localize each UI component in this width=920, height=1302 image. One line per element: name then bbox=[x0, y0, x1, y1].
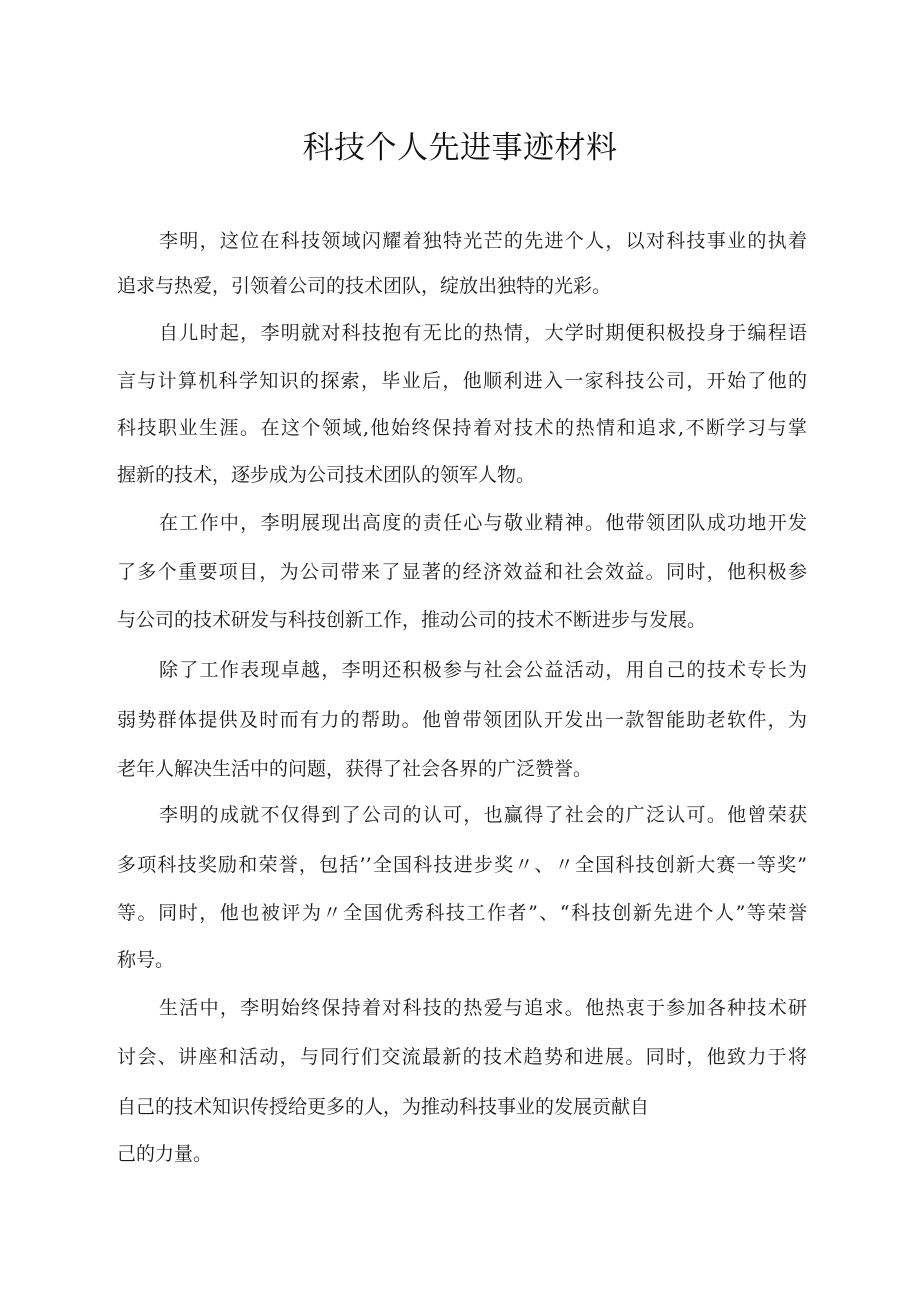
paragraph-line: 弱势群体提供及时而有力的帮助。他曾带领团队开发出一款智能助老软件，为 bbox=[117, 709, 807, 731]
paragraph-line: 李明的成就不仅得到了公司的认可，也赢得了社会的广泛认可。他曾荣获 bbox=[159, 804, 807, 826]
paragraph-line: 除了工作表现卓越，李明还积极参与社会公益活动，用自己的技术专长为 bbox=[159, 659, 807, 681]
paragraph-line: 多项科技奖励和荣誉，包括’’全国科技进步奖〃、〃全国科技创新大赛一等奖” bbox=[117, 854, 807, 876]
document-title: 科技个人先进事迹材料 bbox=[302, 130, 618, 166]
paragraph-line: 追求与热爱，引领着公司的技术团队，绽放出独特的光彩。 bbox=[117, 275, 612, 297]
paragraph-line: 等。同时，他也被评为〃全国优秀科技工作者”、“科技创新先进个人”等荣誉 bbox=[117, 902, 807, 924]
paragraph-line: 李明，这位在科技领域闪耀着独特光芒的先进个人，以对科技事业的执着 bbox=[159, 230, 807, 252]
paragraph-line: 了多个重要项目，为公司带来了显著的经济效益和社会效益。同时，他积极参 bbox=[117, 561, 807, 583]
paragraph-line: 言与计算机科学知识的探索，毕业后，他顺利进入一家科技公司，开始了他的 bbox=[117, 370, 807, 392]
paragraph-line: 在工作中，李明展现出高度的责任心与敬业精神。他带领团队成功地开发 bbox=[159, 512, 807, 534]
paragraph-line: 称号。 bbox=[117, 949, 175, 971]
paragraph-line: 老年人解决生活中的问题，获得了社会各界的广泛赞誉。 bbox=[117, 758, 593, 780]
paragraph-line: 生活中，李明始终保持着对科技的热爱与追求。他热衷于参加各种技术研 bbox=[159, 997, 807, 1019]
paragraph-line: 讨会、讲座和活动，与同行们交流最新的技术趋势和进展。同时，他致力于将 bbox=[117, 1046, 807, 1068]
paragraph-line: 自儿时起，李明就对科技抱有无比的热情，大学时期便积极投身于编程语 bbox=[159, 322, 807, 344]
paragraph-line: 己的力量。 bbox=[117, 1143, 213, 1165]
paragraph-line: 科技职业生涯。在这个领域,他始终保持着对技术的热情和追求,不断学习与掌 bbox=[117, 417, 807, 439]
paragraph-line: 握新的技术，逐步成为公司技术团队的领军人物。 bbox=[117, 464, 536, 486]
paragraph-line: 与公司的技术研发与科技创新工作，推动公司的技术不断进步与发展。 bbox=[117, 609, 707, 631]
paragraph-line: 自己的技术知识传授给更多的人，为推动科技事业的发展贡献自 bbox=[117, 1096, 650, 1118]
